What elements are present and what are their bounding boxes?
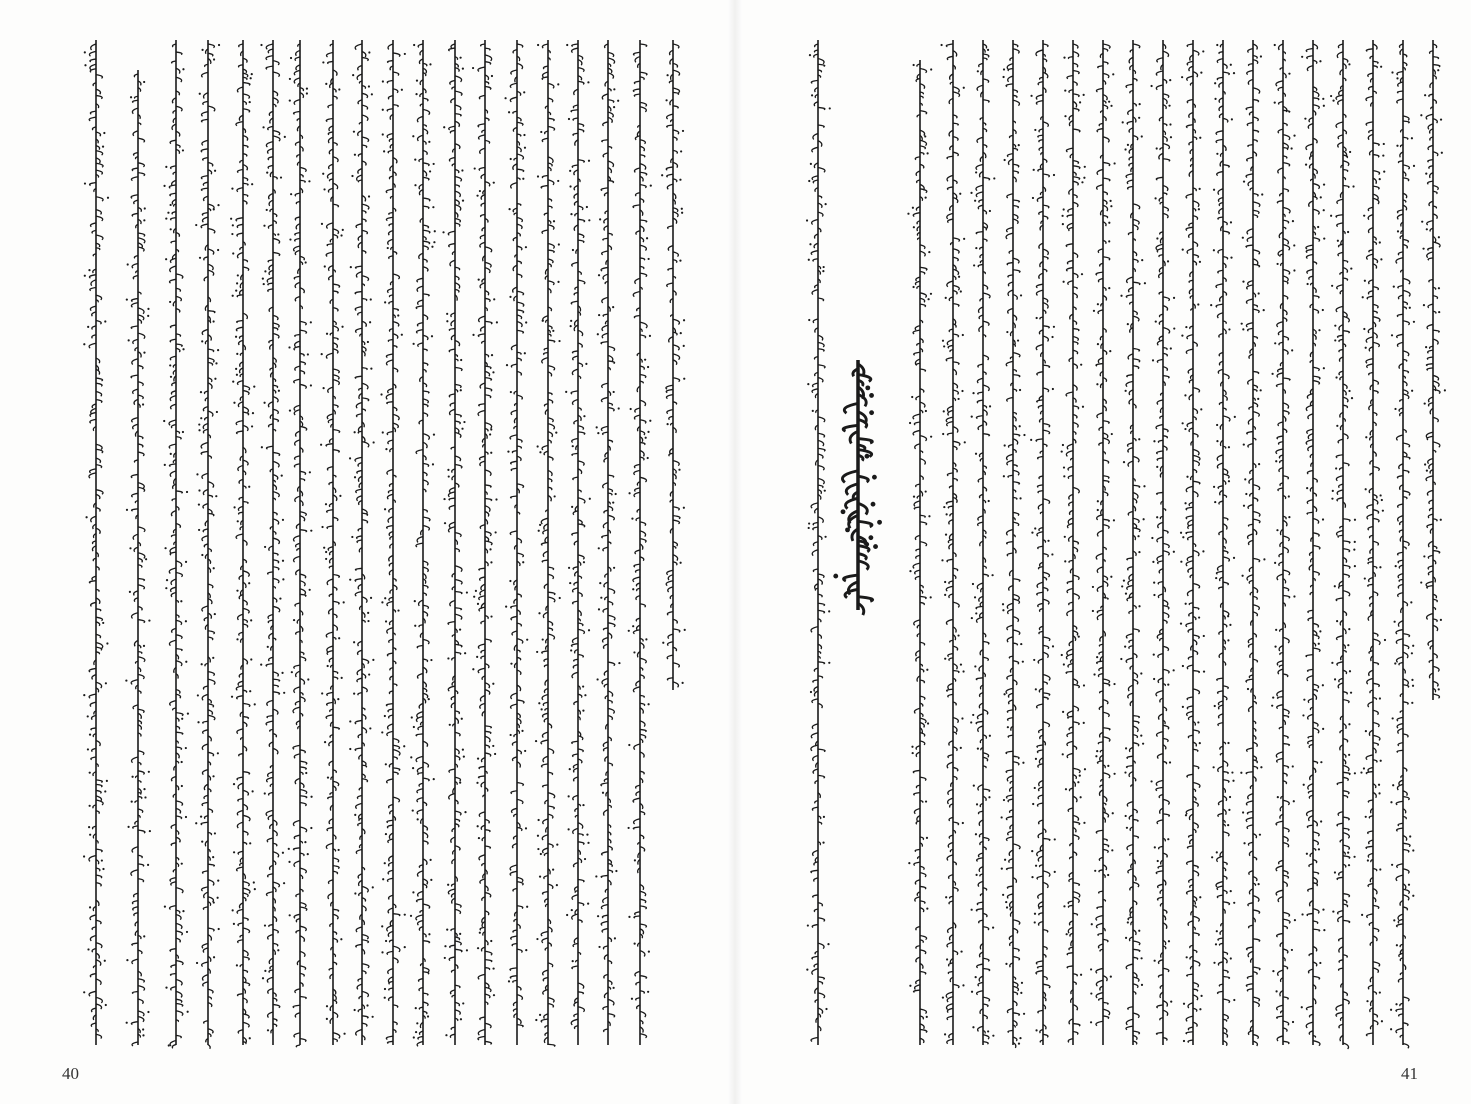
left-text-column-7 [288, 40, 313, 1047]
left-text-column-4 [195, 40, 220, 1049]
right-text-column-17 [1330, 40, 1356, 1049]
left-text-column-16 [565, 40, 591, 1045]
right-text-column-7 [1030, 40, 1056, 1045]
right-text-column-2 [833, 360, 882, 615]
right-text-column-10 [1120, 40, 1146, 1045]
left-page-text [83, 40, 686, 1049]
left-text-column-18 [628, 40, 652, 1045]
right-text-column-11 [1150, 40, 1175, 1045]
right-text-column-20 [1420, 40, 1446, 700]
left-text-column-17 [595, 40, 620, 1045]
right-page-text [806, 40, 1446, 1049]
right-text-column-3 [907, 60, 932, 1045]
left-text-column-5 [230, 40, 256, 1045]
page-number-left: 40 [62, 1064, 79, 1083]
left-text-column-3 [163, 40, 189, 1048]
right-text-column-15 [1271, 40, 1296, 1045]
left-text-column-9 [349, 40, 375, 1045]
right-text-column-6 [1001, 40, 1026, 1048]
left-text-column-10 [380, 40, 405, 1045]
left-text-column-1 [83, 40, 109, 1045]
right-text-column-12 [1180, 40, 1205, 1045]
left-text-column-2 [125, 70, 151, 1046]
right-text-column-13 [1210, 40, 1236, 1046]
left-text-column-12 [442, 40, 468, 1045]
right-text-column-19 [1390, 40, 1415, 1048]
right-text-column-4 [940, 40, 965, 1045]
right-text-column-14 [1240, 40, 1265, 1046]
left-text-column-6 [260, 40, 286, 1045]
left-text-column-11 [410, 40, 436, 1046]
right-text-column-1 [806, 40, 831, 1045]
right-text-column-8 [1061, 40, 1086, 1045]
right-text-column-16 [1301, 40, 1326, 1046]
right-text-column-18 [1360, 40, 1386, 1045]
left-text-column-8 [320, 40, 346, 1045]
left-text-column-13 [472, 40, 498, 1045]
right-text-column-9 [1090, 40, 1116, 1045]
left-text-column-15 [535, 40, 561, 1046]
left-text-column-19 [661, 40, 686, 690]
right-text-column-5 [970, 40, 995, 1045]
left-text-column-14 [504, 40, 528, 1045]
page-number-right: 41 [1401, 1064, 1418, 1083]
